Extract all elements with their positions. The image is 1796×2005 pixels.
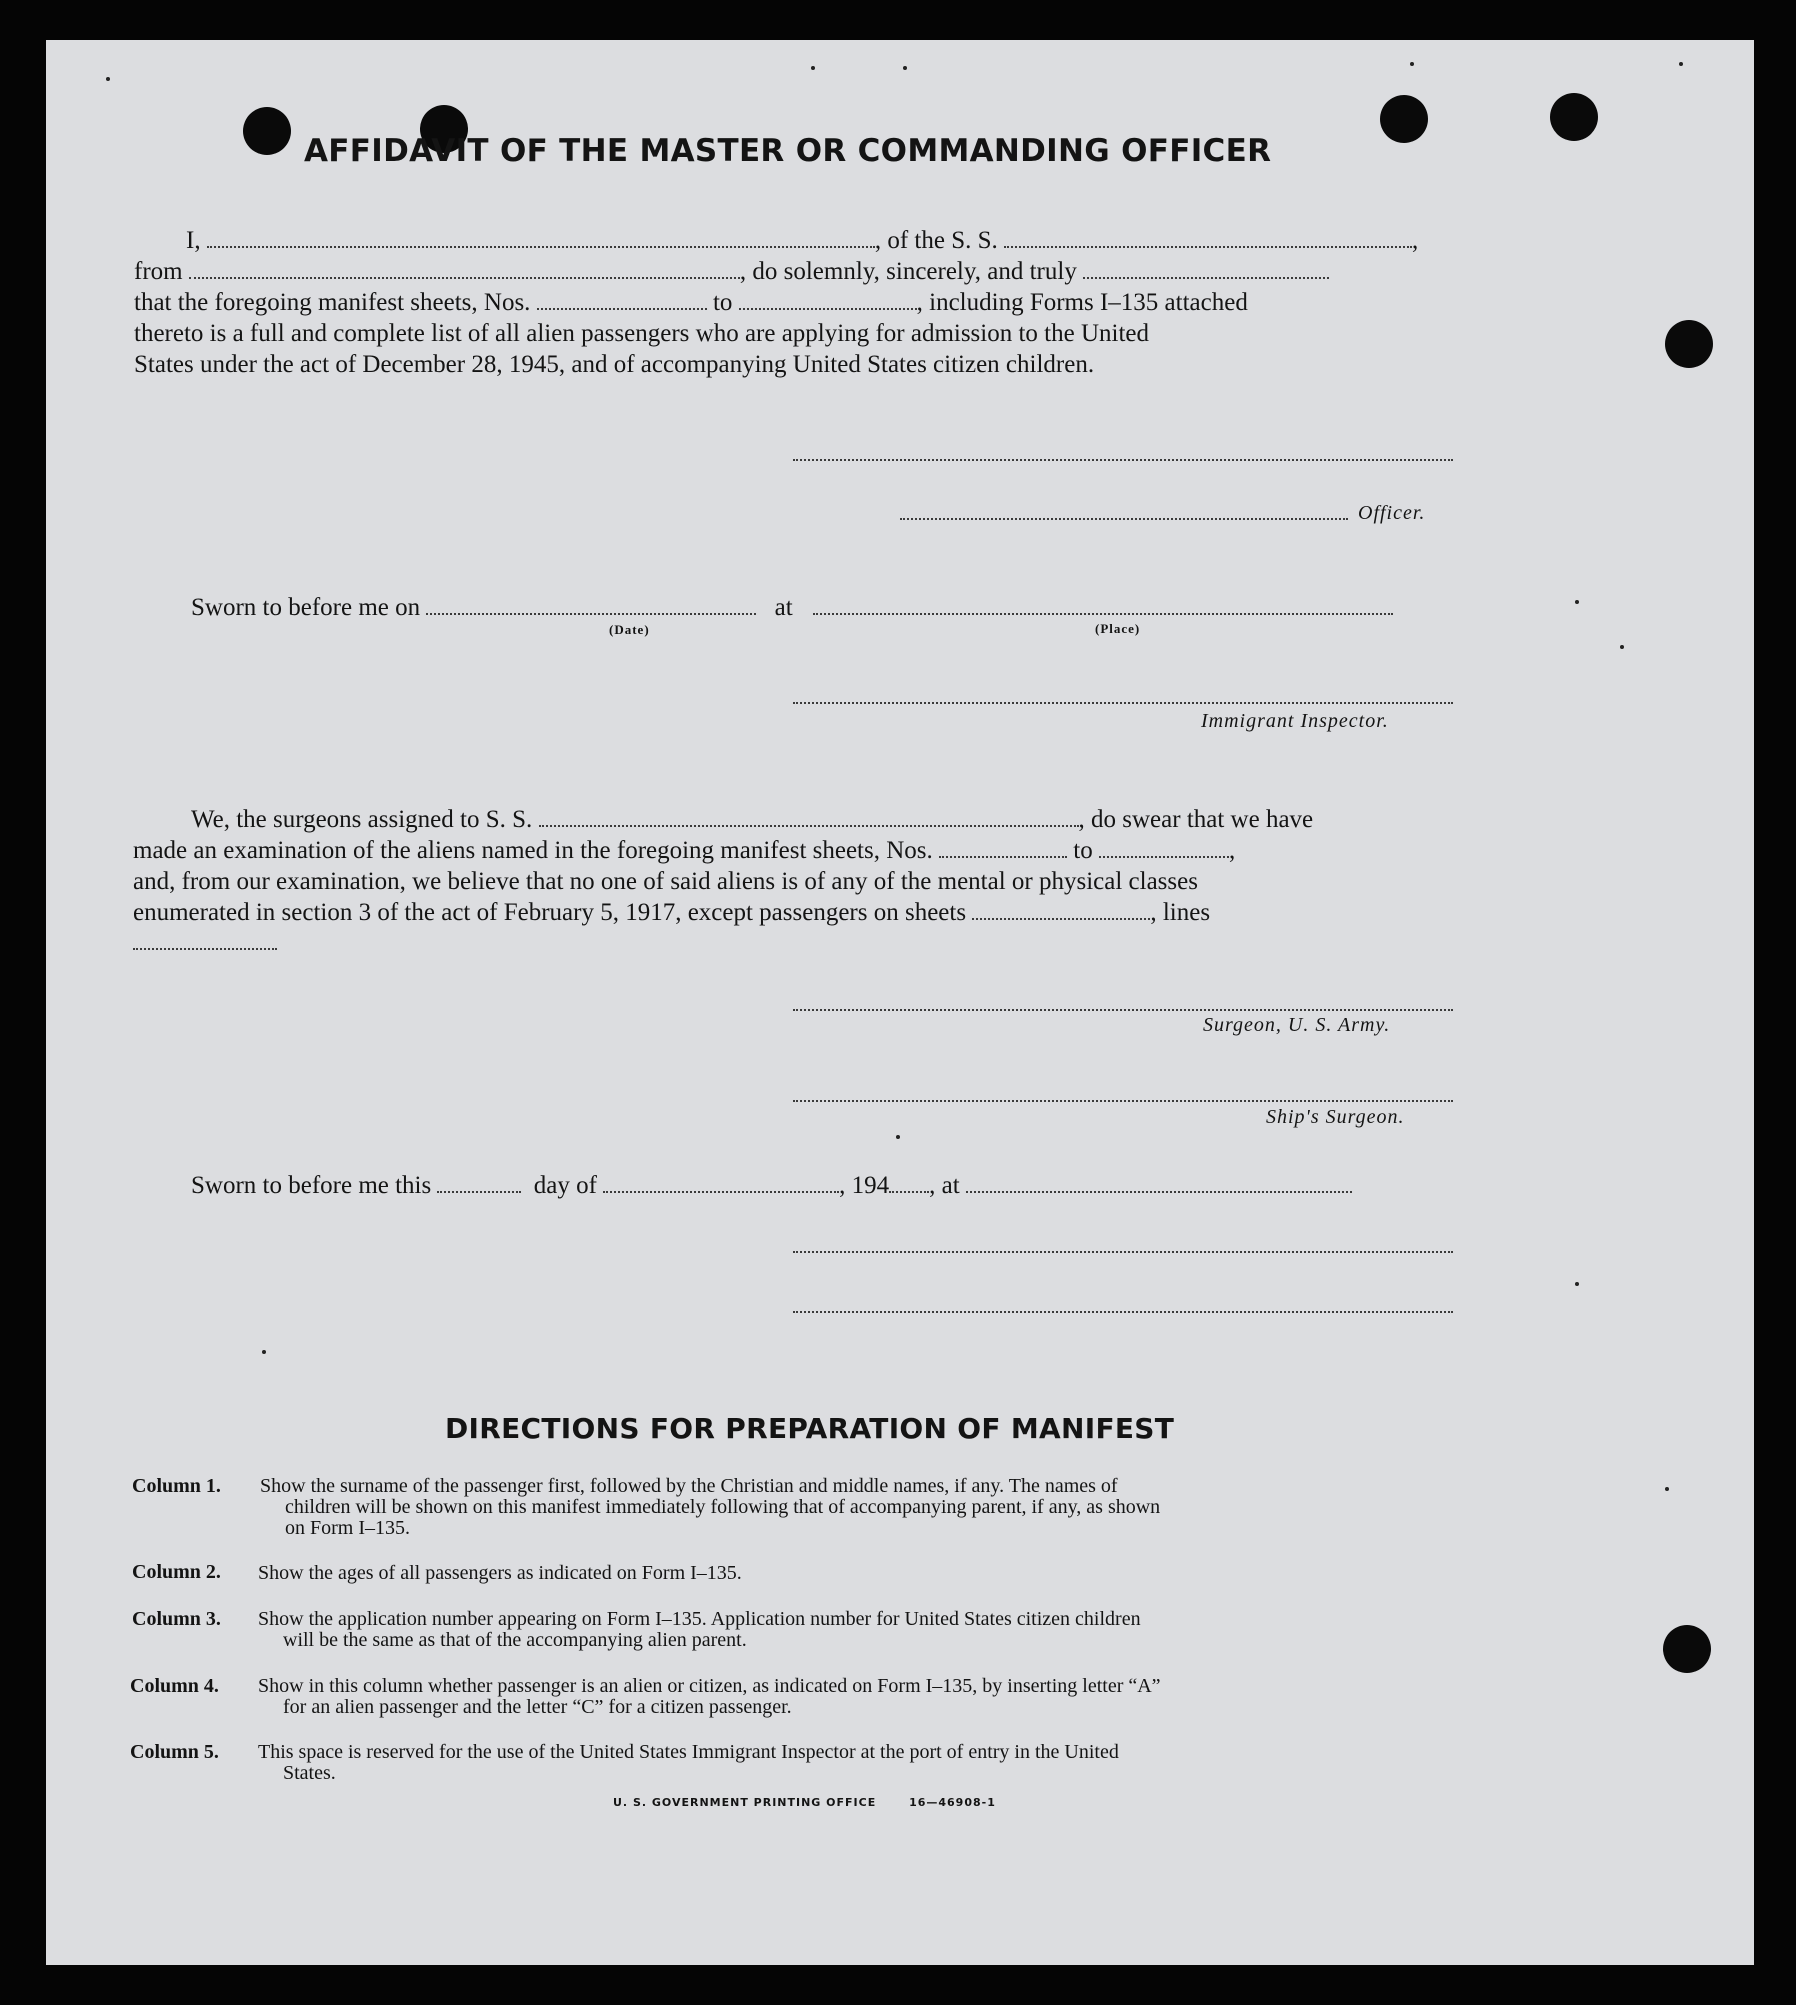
column-4-label: Column 4. — [130, 1675, 219, 1697]
from-port-field[interactable] — [189, 259, 740, 279]
column-2-label: Column 2. — [132, 1561, 221, 1583]
oath-field[interactable] — [1083, 259, 1329, 279]
column-1-text — [260, 1476, 1160, 1539]
day-of-text: day of — [533, 1172, 597, 1199]
army-surgeon-signature-line[interactable] — [793, 1009, 1453, 1011]
sheet-to-field[interactable] — [739, 290, 917, 310]
column-2-line-1: Show the ages of all passengers as indicated on Form I–135. — [258, 1562, 742, 1584]
to-text: to — [1073, 837, 1093, 864]
comma: , — [1228, 837, 1236, 864]
ship-name-field[interactable] — [1004, 228, 1412, 248]
day-field[interactable] — [437, 1173, 521, 1193]
printing-office: U. S. GOVERNMENT PRINTING OFFICE — [613, 1796, 877, 1809]
surgeons-line-3: and, from our examination, we believe that no one of said aliens is of any of the mental or physical classes — [133, 868, 1198, 895]
sworn-place-field[interactable] — [813, 595, 1393, 615]
signature-line[interactable] — [793, 459, 1453, 461]
exam-sheet-from-field[interactable] — [939, 838, 1067, 858]
inspector-signature-line[interactable] — [793, 702, 1453, 704]
speck — [1679, 62, 1683, 66]
form-code: 16—46908-1 — [909, 1796, 996, 1809]
speck — [896, 1135, 900, 1139]
column-1-label: Column 1. — [132, 1475, 221, 1497]
column-5-text — [258, 1742, 1119, 1784]
lines-text: , lines — [1150, 899, 1211, 926]
army-surgeon-label: Surgeon, U. S. Army. — [1203, 1014, 1391, 1036]
column-5-line-1: This space is reserved for the use of the United States Immigrant Inspector at the port of entry in the United — [258, 1741, 1119, 1763]
officer-label: Officer. — [1358, 502, 1426, 524]
column-1-line-1: Show the surname of the passenger first, followed by the Christian and middle names, if any. The names of — [260, 1475, 1118, 1497]
column-3-label: Column 3. — [132, 1608, 221, 1630]
surgeons-text: We, the surgeons assigned to S. S. — [191, 806, 533, 833]
signature-line[interactable] — [793, 1311, 1453, 1313]
speck — [262, 1350, 266, 1354]
date-label: (Date) — [609, 622, 650, 637]
column-3-line-1: Show the application number appearing on Form I–135. Application number for United States citizen children — [258, 1608, 1141, 1630]
column-4-line-1: Show in this column whether passenger is an alien or citizen, as indicated on Form I–135, by inserting letter “A” — [258, 1675, 1161, 1697]
speck — [1575, 1282, 1579, 1286]
inspector-label: Immigrant Inspector. — [1201, 710, 1389, 732]
punch-hole — [243, 107, 291, 155]
affidavit-i: I, — [186, 227, 201, 254]
column-3-text — [258, 1609, 1141, 1651]
month-field[interactable] — [603, 1173, 839, 1193]
printing-office-imprint — [613, 1796, 996, 1809]
sworn-date-field[interactable] — [426, 595, 756, 615]
directions-title: DIRECTIONS FOR PREPARATION OF MANIFEST — [445, 1412, 1175, 1445]
examination-text: made an examination of the aliens named in the foregoing manifest sheets, Nos. — [133, 837, 933, 864]
column-5-line-2: States. — [283, 1762, 336, 1784]
except-sheets-field[interactable] — [972, 900, 1150, 920]
signature-line[interactable] — [793, 1251, 1453, 1253]
punch-hole — [1380, 95, 1428, 143]
column-4-text — [258, 1676, 1161, 1718]
speck — [903, 66, 907, 70]
sworn-this-text: Sworn to before me this — [191, 1172, 432, 1199]
affidavit-line-3 — [134, 287, 1248, 318]
column-2-text — [258, 1563, 742, 1584]
affidavit-line-5: States under the act of December 28, 1945, and of accompanying United States citizen children. — [134, 351, 1095, 378]
surgeons-line-4 — [133, 897, 1210, 928]
speck — [1620, 645, 1624, 649]
column-1-line-3: on Form I–135. — [285, 1517, 410, 1539]
speck — [1410, 62, 1414, 66]
speck — [811, 66, 815, 70]
surgeon-ship-field[interactable] — [539, 807, 1079, 827]
at-text: at — [774, 594, 793, 621]
affidavit-line-1 — [186, 225, 1418, 256]
ship-surgeon-label: Ship's Surgeon. — [1266, 1106, 1405, 1128]
affidavit-line-2 — [134, 256, 1329, 287]
lines-field[interactable] — [133, 948, 277, 950]
speck — [1665, 1487, 1669, 1491]
surgeons-line-2 — [133, 835, 1235, 866]
column-5-label: Column 5. — [130, 1741, 219, 1763]
ship-surgeon-signature-line[interactable] — [793, 1100, 1453, 1102]
sworn-line-2 — [191, 1170, 1352, 1201]
from-text: from — [134, 258, 183, 285]
punch-hole — [1550, 93, 1598, 141]
including-forms-text: , including Forms I–135 attached — [916, 289, 1248, 316]
solemnly-text: , do solemnly, sincerely, and truly — [739, 258, 1077, 285]
manifest-nos-text: that the foregoing manifest sheets, Nos. — [134, 289, 531, 316]
sworn2-place-field[interactable] — [966, 1173, 1352, 1193]
affidavit-line-4: thereto is a full and complete list of all alien passengers who are applying for admission to the United — [134, 320, 1150, 347]
to-text: to — [712, 289, 733, 316]
enumerated-text: enumerated in section 3 of the act of February 5, 1917, except passengers on sheets — [133, 899, 967, 926]
sworn-line-1 — [191, 592, 1393, 623]
of-ss-text: , of the S. S. — [874, 227, 998, 254]
comma: , — [1412, 227, 1419, 254]
punch-hole — [1665, 320, 1713, 368]
place-label: (Place) — [1095, 621, 1141, 636]
year-text: , 194 — [839, 1172, 890, 1199]
punch-hole — [1663, 1625, 1711, 1673]
column-1-line-2: children will be shown on this manifest immediately following that of accompanying parent, if any, as shown — [285, 1496, 1161, 1518]
sworn-text: Sworn to before me on — [191, 594, 421, 621]
column-3-line-2: will be the same as that of the accompanying alien parent. — [283, 1629, 747, 1651]
column-4-line-2: for an alien passenger and the letter “C” for a citizen passenger. — [283, 1696, 792, 1718]
speck — [1575, 600, 1579, 604]
officer-title-line[interactable] — [900, 518, 1348, 520]
speck — [106, 77, 110, 81]
surgeons-line-1 — [191, 804, 1313, 835]
sheet-from-field[interactable] — [537, 290, 707, 310]
at-text: , at — [929, 1172, 960, 1199]
exam-sheet-to-field[interactable] — [1099, 838, 1229, 858]
form-title: AFFIDAVIT OF THE MASTER OR COMMANDING OFFICER — [304, 133, 1272, 169]
master-name-field[interactable] — [207, 228, 875, 248]
swear-text: , do swear that we have — [1078, 806, 1314, 833]
year-field[interactable] — [889, 1173, 929, 1193]
